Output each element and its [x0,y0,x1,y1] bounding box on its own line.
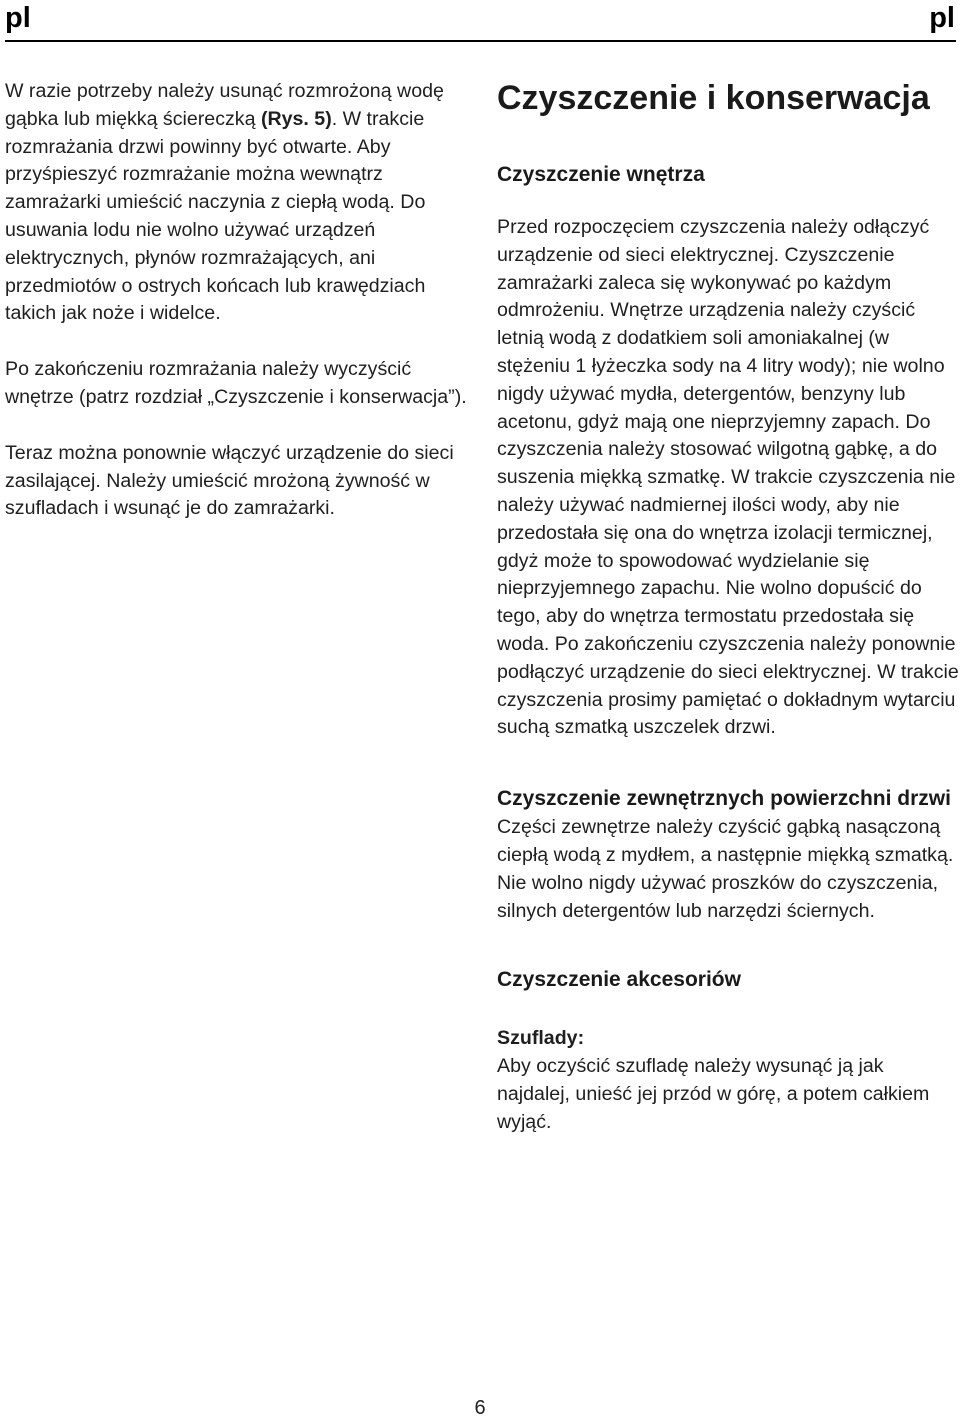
figure-reference: (Rys. 5) [260,107,332,130]
drawers-subheading: Szuflady: [497,1027,585,1050]
after-defrost-paragraph: Po zakończeniu rozmrażania należy wyczyścić wnętrze (patrz rozdział „Czyszczenie i konserwacja”). [5,358,467,408]
exterior-heading: Czyszczenie zewnętrznych powierzchni drzwi [497,787,951,811]
section-title: Czyszczenie i konserwacja [497,79,930,117]
page-number: 6 [474,1397,486,1419]
exterior-paragraph: Części zewnętrze należy czyścić gąbką nasączoną ciepłą wodą z mydłem, a następnie miękką szmatką. Nie wolno nigdy używać proszków do czyszczenia, silnych detergentów lub narzędzi ściernych. [497,816,954,922]
interior-paragraph: Przed rozpoczęciem czyszczenia należy odłączyć urządzenie od sieci elektrycznej. Czyszczenie zamrażarki zaleca się wykonywać po każdym odmrożeniu. Wnętrze urządzenia należy czyścić letnią wodą z dodatkiem soli amoniakalnej (w stężeniu 1 łyżeczka sody na 4 litry wody); nie wolno nigdy używać mydła, detergentów, benzyny lub acetonu, gdyż mają one nieprzyjemny zapach. Do czyszczenia należy stosować wilgotną gąbkę, a do suszenia miękką szmatkę. W trakcie czyszczenia nie należy używać nadmiernej ilości wody, aby nie przedostała się ona do wnętrza izolacji termicznej, gdyż może to spowodować wydzielanie się nieprzyjemnego zapachu. Nie wolno dopuścić do tego, aby do wnętrza termostatu przedostała się woda. Po zakończeniu czyszczenia należy ponownie podłączyć urządzenie do sieci elektrycznej. W trakcie czyszczenia prosimy pamiętać o dokładnym wytarciu suchą szmatką uszczelek drzwi. [497,216,959,739]
defrost-text-end: . W trakcie rozmrażania drzwi powinny być otwarte. Aby przyśpieszyć rozmrażanie można wewnątrz zamrażarki umieścić naczynia z ciepłą wodą. Do usuwania lodu nie wolno używać urządzeń elektrycznych, płynów rozmrażających, ani przedmiotów o ostrych końcach lub krawędziach takich jak noże i widelce. [5,107,426,325]
header-rule [5,40,956,42]
drawers-paragraph: Aby oczyścić szufladę należy wysunąć ją jak najdalej, unieść jej przód w górę, a potem całkiem wyjąć. [497,1055,930,1133]
right-column [497,78,959,1137]
defrost-text-start: W razie potrzeby należy usunąć rozmrożoną wodę gąbka lub miękką ściereczką [5,80,444,130]
restart-paragraph: Teraz można ponownie włączyć urządzenie do sieci zasilającej. Należy umieścić mrożoną żywność w szufladach i wsunąć je do zamrażarki. [5,441,454,520]
language-code-left: pl [5,2,31,34]
defrost-paragraph [5,78,475,328]
left-column [5,78,475,523]
language-code-right: pl [929,2,955,34]
interior-heading: Czyszczenie wnętrza [497,163,705,186]
accessories-heading: Czyszczenie akcesoriów [497,968,741,992]
